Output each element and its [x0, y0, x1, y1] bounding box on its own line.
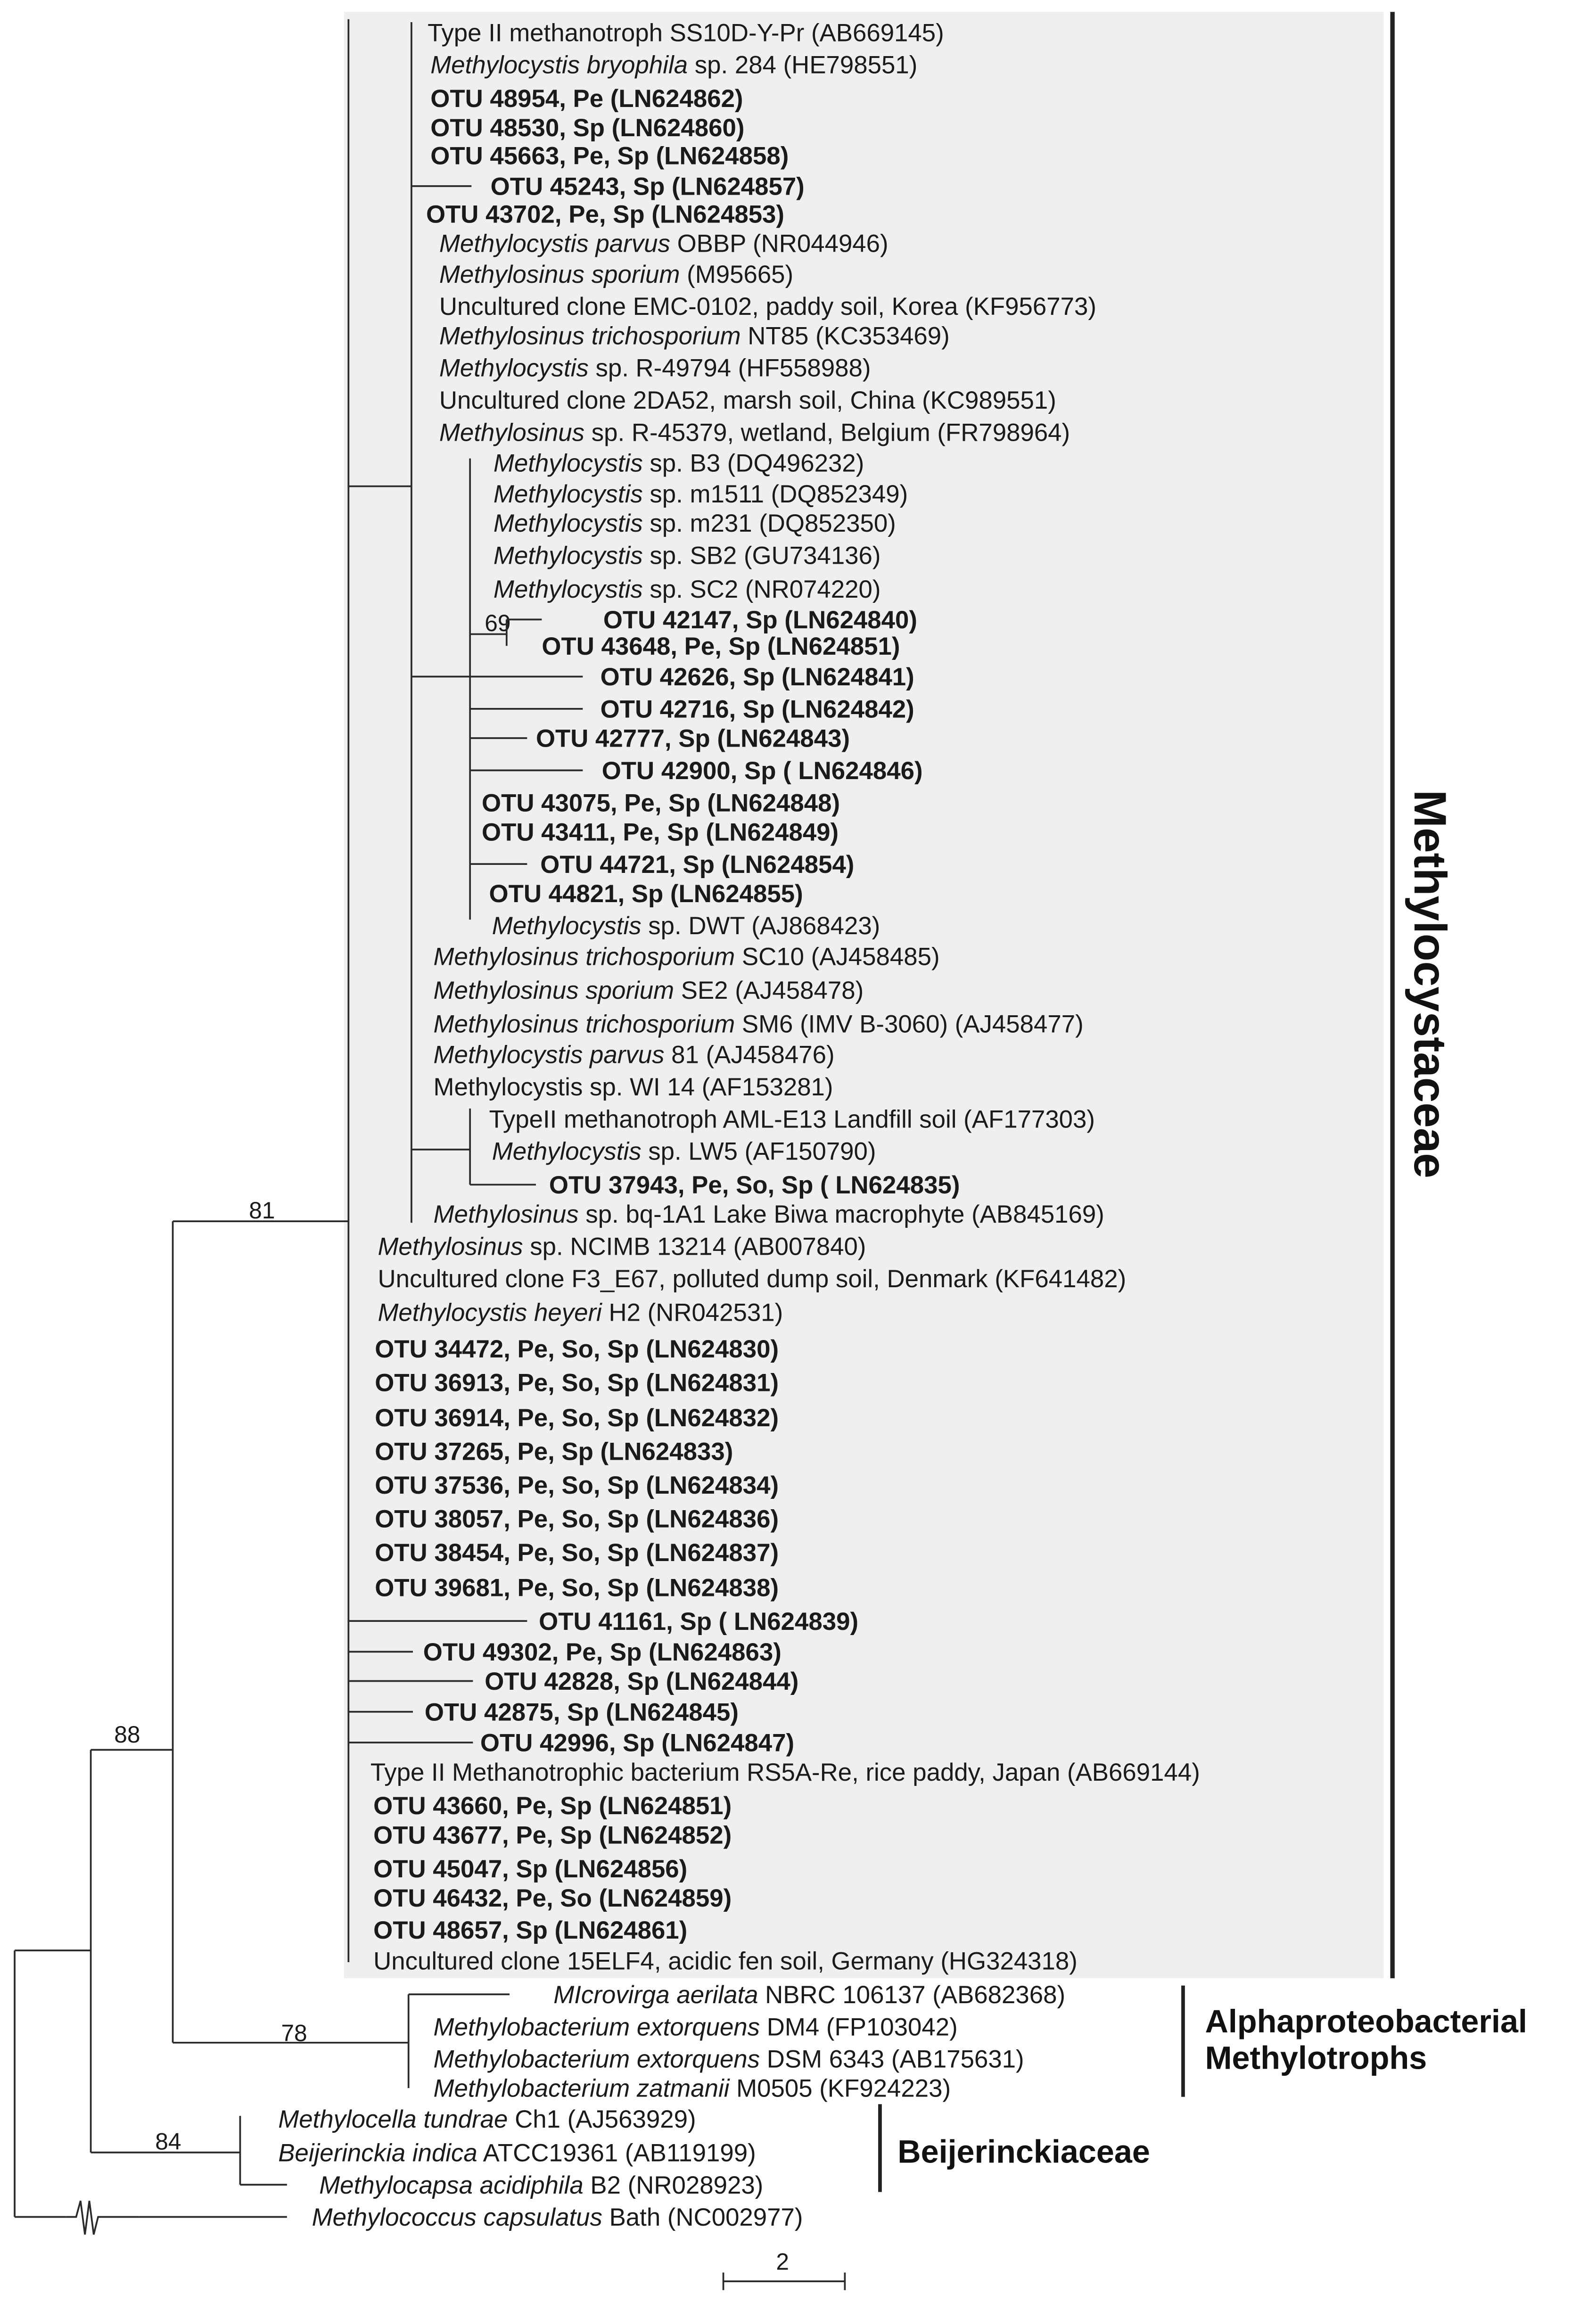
taxon-label: Uncultured clone 2DA52, marsh soil, China (KC989551)	[439, 386, 1056, 415]
taxon-label: Methylocella tundrae Ch1 (AJ563929)	[278, 2105, 696, 2133]
taxon-label: OTU 43075, Pe, Sp (LN624848)	[482, 789, 840, 817]
bootstrap-78: 78	[281, 2020, 307, 2047]
taxon-label: Uncultured clone 15ELF4, acidic fen soil, Germany (HG324318)	[373, 1947, 1078, 1975]
bootstrap-81: 81	[249, 1197, 275, 1224]
taxon-label: Methylosinus sp. bq-1A1 Lake Biwa macrophyte (AB845169)	[433, 1200, 1104, 1229]
branch-break-icon	[66, 2201, 139, 2234]
taxon-label: Methylocystis sp. R-49794 (HF558988)	[439, 354, 871, 382]
taxon-label: Type II methanotroph SS10D-Y-Pr (AB669145)	[428, 19, 944, 47]
taxon-label: Methylobacterium extorquens DM4 (FP103042)	[433, 2013, 958, 2041]
taxon-label: OTU 39681, Pe, So, Sp (LN624838)	[375, 1574, 779, 1602]
taxon-label: OTU 42828, Sp (LN624844)	[485, 1668, 799, 1696]
taxon-label: OTU 36913, Pe, So, Sp (LN624831)	[375, 1369, 779, 1397]
taxon-label: Methylosinus sporium (M95665)	[439, 260, 794, 288]
taxon-label: Uncultured clone F3_E67, polluted dump soil, Denmark (KF641482)	[378, 1265, 1127, 1293]
taxon-label: Methylosinus trichosporium SM6 (IMV B-3060) (AJ458477)	[433, 1010, 1084, 1038]
taxon-label: OTU 42626, Sp (LN624841)	[600, 663, 914, 691]
taxon-label: OTU 36914, Pe, So, Sp (LN624832)	[375, 1404, 779, 1432]
taxon-label: OTU 48657, Sp (LN624861)	[373, 1916, 688, 1945]
taxon-label: Methylobacterium extorquens DSM 6343 (AB175631)	[433, 2045, 1024, 2073]
taxon-label: TypeII methanotroph AML-E13 Landfill soil (AF177303)	[489, 1105, 1095, 1134]
taxon-label: OTU 43648, Pe, Sp (LN624851)	[542, 632, 900, 660]
taxon-label: OTU 48530, Sp (LN624860)	[430, 114, 745, 142]
taxon-label: Methylocystis sp. m231 (DQ852350)	[493, 509, 896, 537]
taxon-label: OTU 37536, Pe, So, Sp (LN624834)	[375, 1471, 779, 1499]
taxon-label: Methylocapsa acidiphila B2 (NR028923)	[319, 2171, 764, 2199]
taxon-label: OTU 42996, Sp (LN624847)	[480, 1729, 795, 1757]
beijerinckiaceae-label: Beijerinckiaceae	[897, 2134, 1150, 2170]
taxon-label: OTU 42147, Sp (LN624840)	[603, 606, 917, 634]
taxon-label: OTU 37265, Pe, Sp (LN624833)	[375, 1438, 733, 1466]
bootstrap-69: 69	[485, 610, 511, 637]
taxon-label: OTU 42716, Sp (LN624842)	[600, 695, 914, 723]
taxon-label: Methylocystis sp. DWT (AJ868423)	[492, 912, 880, 940]
taxon-label: OTU 48954, Pe (LN624862)	[430, 85, 743, 113]
taxon-label: OTU 46432, Pe, So (LN624859)	[373, 1884, 732, 1912]
taxon-label: OTU 43660, Pe, Sp (LN624851)	[373, 1792, 732, 1820]
taxon-label: Methylosinus sp. NCIMB 13214 (AB007840)	[378, 1233, 866, 1261]
taxon-label: OTU 42777, Sp (LN624843)	[535, 724, 850, 753]
taxon-label: OTU 34472, Pe, So, Sp (LN624830)	[375, 1335, 779, 1364]
taxon-label: Methylocystis parvus 81 (AJ458476)	[433, 1041, 835, 1069]
taxon-label: OTU 43677, Pe, Sp (LN624852)	[373, 1821, 732, 1850]
taxon-label: Methylocystis bryophila sp. 284 (HE798551)	[430, 51, 918, 79]
bootstrap-84: 84	[155, 2128, 181, 2155]
taxon-label: Methylocystis parvus OBBP (NR044946)	[439, 230, 888, 258]
taxon-label: Methylocystis sp. SB2 (GU734136)	[493, 542, 881, 570]
taxon-label: Methylosinus sporium SE2 (AJ458478)	[433, 976, 864, 1004]
alphaproteobacterial-label-line2: Methylotrophs	[1205, 2040, 1427, 2076]
taxon-label: Methylocystis sp. WI 14 (AF153281)	[433, 1073, 833, 1101]
taxon-label: OTU 49302, Pe, Sp (LN624863)	[423, 1638, 782, 1667]
taxon-label: MIcrovirga aerilata NBRC 106137 (AB682368)	[553, 1981, 1066, 2009]
taxon-label: Beijerinckia indica ATCC19361 (AB119199)	[278, 2139, 756, 2167]
taxon-label: Uncultured clone EMC-0102, paddy soil, Korea (KF956773)	[439, 293, 1096, 321]
taxon-label: Methylosinus sp. R-45379, wetland, Belgium (FR798964)	[439, 419, 1070, 447]
taxon-label: OTU 44821, Sp (LN624855)	[489, 880, 803, 908]
taxon-label: OTU 45047, Sp (LN624856)	[373, 1855, 688, 1883]
methylocystaceae-clade-label: Methylocystaceae	[1404, 789, 1455, 1178]
taxon-label: OTU 43411, Pe, Sp (LN624849)	[482, 818, 839, 847]
taxon-label: Methylocystis sp. B3 (DQ496232)	[493, 449, 864, 477]
taxon-label: Type II Methanotrophic bacterium RS5A-Re, rice paddy, Japan (AB669144)	[370, 1758, 1200, 1786]
taxon-label: Methylocystis sp. m1511 (DQ852349)	[493, 480, 908, 508]
scale-bar-label: 2	[776, 2248, 790, 2275]
taxon-label: OTU 45663, Pe, Sp (LN624858)	[430, 142, 789, 170]
taxon-label: Methylobacterium zatmanii M0505 (KF924223)	[433, 2074, 951, 2103]
taxon-label: OTU 38057, Pe, So, Sp (LN624836)	[375, 1505, 779, 1533]
taxon-label: OTU 43702, Pe, Sp (LN624853)	[426, 200, 785, 229]
taxon-label: OTU 42900, Sp ( LN624846)	[601, 756, 923, 785]
taxon-label: OTU 45243, Sp (LN624857)	[490, 173, 805, 201]
taxon-label: OTU 44721, Sp (LN624854)	[540, 850, 855, 879]
taxon-label: OTU 41161, Sp ( LN624839)	[539, 1607, 859, 1636]
taxon-label: Methylocystis sp. SC2 (NR074220)	[493, 575, 881, 603]
bootstrap-88: 88	[114, 1721, 140, 1748]
taxon-label: Methylosinus trichosporium SC10 (AJ458485)	[433, 943, 940, 971]
taxon-label: OTU 37943, Pe, So, Sp ( LN624835)	[549, 1171, 960, 1200]
taxon-label: Methylocystis heyeri H2 (NR042531)	[378, 1299, 783, 1327]
taxon-label: OTU 38454, Pe, So, Sp (LN624837)	[375, 1538, 779, 1567]
taxon-label: OTU 42875, Sp (LN624845)	[424, 1698, 739, 1726]
scale-bar	[724, 2248, 845, 2290]
alphaproteobacterial-label-line1: Alphaproteobacterial	[1205, 2004, 1528, 2040]
taxon-label: Methylococcus capsulatus Bath (NC002977)	[312, 2203, 803, 2232]
taxon-label: Methylosinus trichosporium NT85 (KC353469)	[439, 322, 950, 350]
taxon-label: Methylocystis sp. LW5 (AF150790)	[492, 1137, 876, 1166]
